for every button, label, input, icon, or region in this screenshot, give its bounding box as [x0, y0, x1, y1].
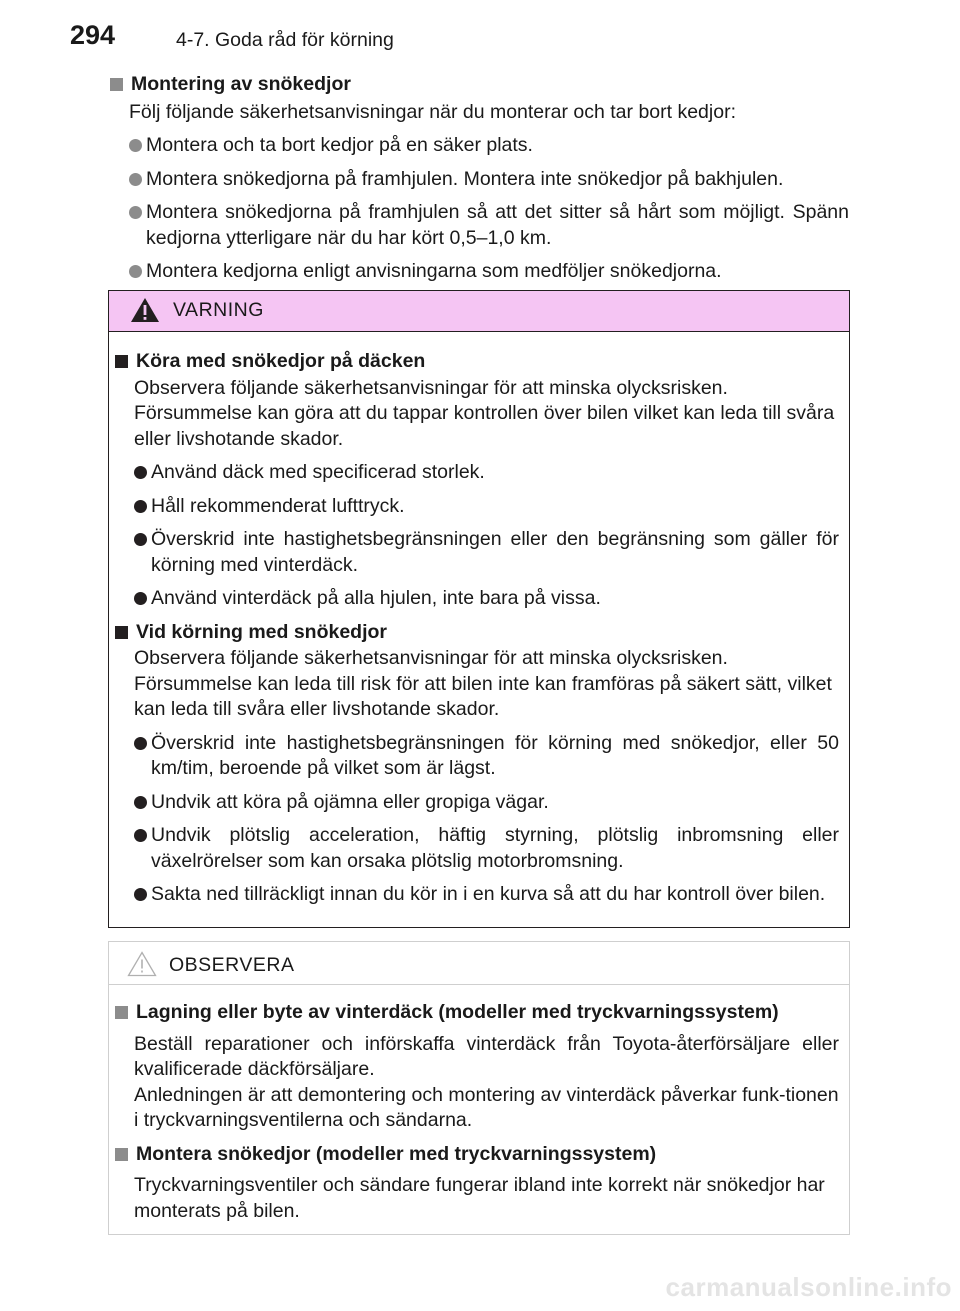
list-item: Montera snökedjorna på framhjulen så att det sitter så hårt som möjligt. Spänn kedjorna ytterligare när du har kört 0,5–1,0 km.: [110, 200, 849, 251]
list-item: Sakta ned tillräckligt innan du kör in i en kurva så att du har kontroll över bilen.: [115, 882, 839, 908]
caution-triangle-icon: [127, 951, 157, 977]
square-bullet-icon: [115, 1006, 128, 1019]
list-item: Använd däck med specificerad storlek.: [115, 460, 839, 486]
list-item: Montera snökedjorna på framhjulen. Montera inte snökedjor på bakhjulen.: [110, 167, 849, 193]
warning-body: [115, 349, 839, 908]
bullet-dot-icon: [134, 737, 147, 750]
list-item: Håll rekommenderat lufttryck.: [115, 494, 839, 520]
bullet-dot-icon: [134, 796, 147, 809]
notice-body: [115, 1000, 839, 1224]
list-item: Undvik att köra på ojämna eller gropiga vägar.: [115, 790, 839, 816]
bullet-dot-icon: [134, 466, 147, 479]
square-bullet-icon: [110, 78, 123, 91]
warning-box: [108, 290, 850, 928]
list-item: Montera kedjorna enligt anvisningarna som medföljer snökedjorna.: [110, 259, 849, 285]
warning-group-text: Observera följande säkerhetsanvisningar för att minska olycksrisken. Försummelse kan leda till risk för att bilen inte kan framföras på säkert sätt, vilket kan leda till svåra eller livshotande skador.: [134, 647, 832, 720]
bullet-dot-icon: [129, 173, 142, 186]
notice-box: [108, 941, 850, 1235]
square-bullet-icon: [115, 626, 128, 639]
bullet-dot-icon: [134, 592, 147, 605]
bullet-dot-icon: [129, 265, 142, 278]
section-heading: Montering av snökedjor: [110, 72, 849, 98]
list-item: Överskrid inte hastighetsbegränsningen eller den begränsning som gäller för körning med vinterdäck.: [115, 527, 839, 578]
square-bullet-icon: [115, 1148, 128, 1161]
list-item: Använd vinterdäck på alla hjulen, inte bara på vissa.: [115, 586, 839, 612]
watermark: carmanualsonline.info: [665, 1272, 952, 1302]
bullet-dot-icon: [129, 206, 142, 219]
section-snow-chains: [110, 72, 849, 285]
notice-group-text: Tryckvarningsventiler och sändare fungerar ibland inte korrekt när snökedjor har monterats på bilen.: [134, 1174, 825, 1222]
notice-group-text: Beställ reparationer och införskaffa vinterdäck från Toyota-återförsäljare eller kvalificerade däckförsäljare.: [134, 1032, 839, 1080]
warning-title: VARNING: [173, 299, 264, 321]
list-item: Montera och ta bort kedjor på en säker plats.: [110, 133, 849, 159]
bullet-dot-icon: [134, 829, 147, 842]
notice-group-heading: Lagning eller byte av vinterdäck (modeller med tryckvarningssystem): [115, 1000, 839, 1026]
warning-group-text: Observera följande säkerhetsanvisningar för att minska olycksrisken. Försummelse kan göra att du tappar kontrollen över bilen vilket kan leda till svåra eller livshotande skador.: [134, 376, 835, 450]
notice-group-heading: Montera snökedjor (modeller med tryckvarningssystem): [115, 1142, 839, 1168]
square-bullet-icon: [115, 355, 128, 368]
section-intro: Följ följande säkerhetsanvisningar när du monterar och tar bort kedjor:: [129, 100, 736, 123]
warning-header: [109, 291, 849, 332]
chapter-title: 4-7. Goda råd för körning: [176, 29, 394, 51]
list-item: Undvik plötslig acceleration, häftig styrning, plötslig inbromsning eller växelrörelser som kan orsaka plötslig motorbromsning.: [115, 823, 839, 874]
warning-triangle-icon: [130, 297, 160, 323]
page-number: 294: [70, 20, 116, 50]
bullet-dot-icon: [134, 888, 147, 901]
notice-header: [109, 942, 849, 985]
notice-title: OBSERVERA: [169, 954, 295, 976]
bullet-dot-icon: [129, 139, 142, 152]
notice-group-text: Anledningen är att demontering och montering av vinterdäck påverkar funk-tionen i tryckvarningsventilerna och sändarna.: [134, 1083, 839, 1131]
bullet-dot-icon: [134, 533, 147, 546]
warning-group-heading: Köra med snökedjor på däcken: [115, 349, 839, 375]
bullet-dot-icon: [134, 500, 147, 513]
list-item: Överskrid inte hastighetsbegränsningen för körning med snökedjor, eller 50 km/tim, beroende på vilket som är lägst.: [115, 731, 839, 782]
warning-group-heading: Vid körning med snökedjor: [115, 620, 839, 646]
